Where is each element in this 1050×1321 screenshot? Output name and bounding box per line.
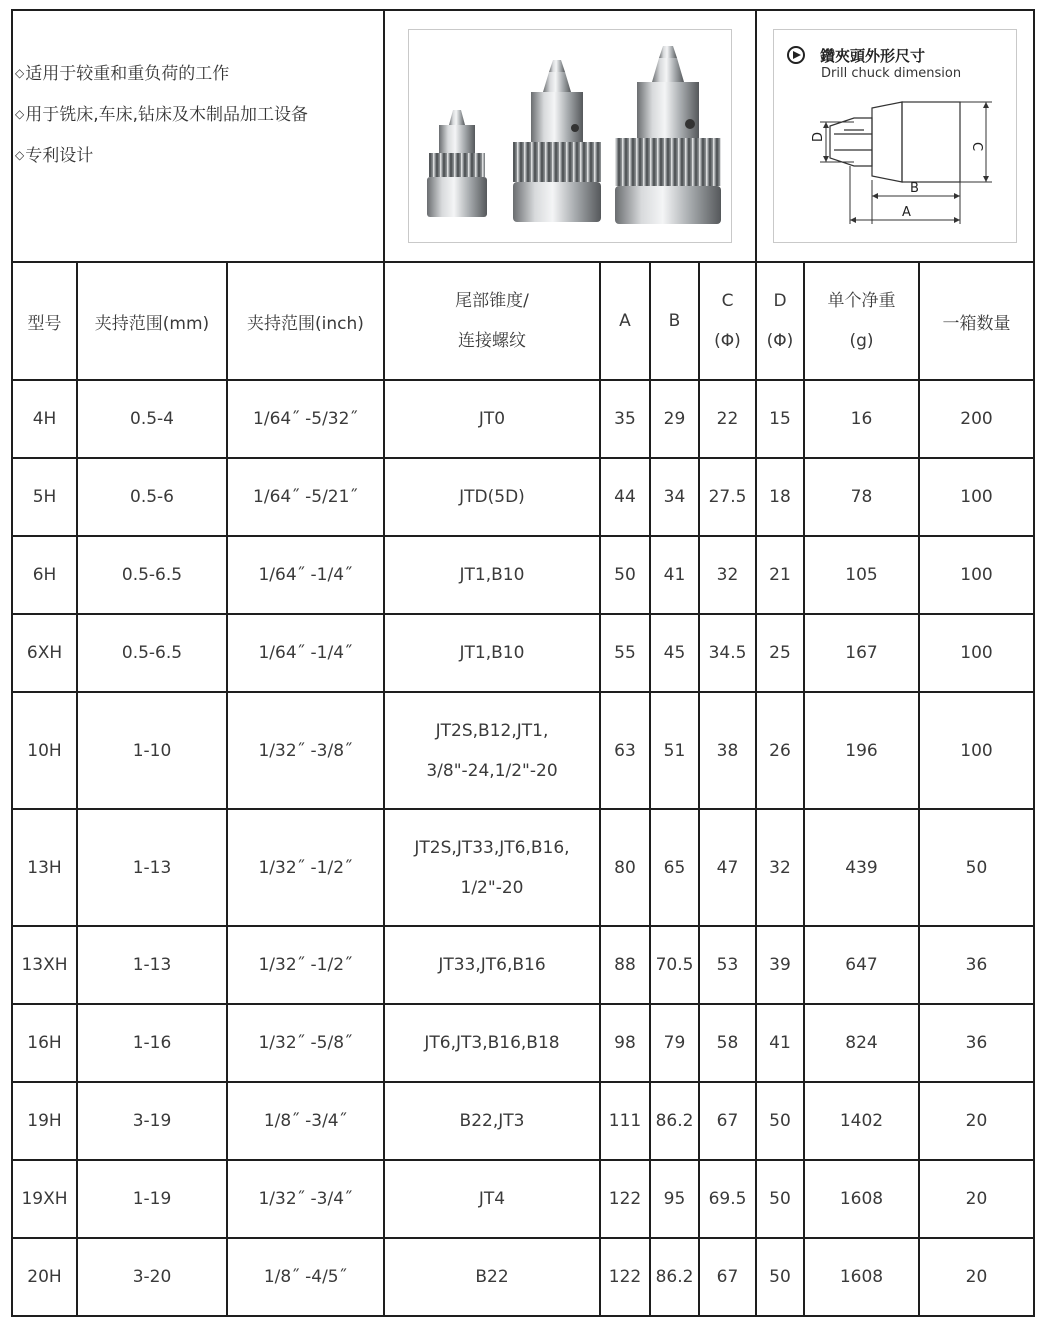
header-c-line2: (Φ)	[714, 331, 741, 351]
table-row	[12, 926, 1034, 1004]
cell-b: 45	[650, 614, 699, 692]
header-c	[699, 262, 756, 380]
taper-line: JTD(5D)	[459, 487, 525, 507]
cell-mm: 0.5-6.5	[77, 614, 227, 692]
cell-d: 25	[756, 614, 804, 692]
cell-mm: 1-13	[77, 809, 227, 926]
spec-table	[11, 9, 1035, 1317]
header-taper	[384, 262, 600, 380]
cell-weight: 78	[804, 458, 919, 536]
cell-weight: 1608	[804, 1160, 919, 1238]
feature-list	[13, 11, 383, 176]
feature-text: 专利设计	[25, 146, 94, 166]
cell-b: 79	[650, 1004, 699, 1082]
features-cell	[12, 10, 384, 262]
cell-d: 32	[756, 809, 804, 926]
taper-line: JT2S,B12,JT1,	[435, 720, 549, 741]
header-weight	[804, 262, 919, 380]
label-a: A	[902, 205, 911, 220]
header-range-inch: 夹持范围(inch)	[227, 262, 384, 380]
cell-a: 44	[600, 458, 650, 536]
cell-inch: 1/64˝ -1/4˝	[227, 614, 384, 692]
cell-taper	[384, 926, 600, 1004]
cell-weight: 439	[804, 809, 919, 926]
taper-line: B22,JT3	[459, 1111, 525, 1131]
cell-model: 6H	[12, 536, 77, 614]
cell-a: 35	[600, 380, 650, 458]
cell-c: 34.5	[699, 614, 756, 692]
feature-text: 用于铣床,车床,钻床及木制品加工设备	[25, 105, 309, 125]
header-taper-line1: 尾部锥度/	[455, 291, 529, 311]
cell-qty: 50	[919, 809, 1034, 926]
header-d	[756, 262, 804, 380]
cell-b: 86.2	[650, 1082, 699, 1160]
table-row	[12, 692, 1034, 809]
cell-model: 20H	[12, 1238, 77, 1316]
label-b: B	[910, 181, 919, 196]
cell-qty: 20	[919, 1160, 1034, 1238]
cell-c: 58	[699, 1004, 756, 1082]
cell-taper	[384, 1160, 600, 1238]
taper-line: JT1,B10	[459, 643, 525, 663]
table-row	[12, 614, 1034, 692]
cell-taper	[384, 380, 600, 458]
cell-inch: 1/64˝ -1/4˝	[227, 536, 384, 614]
cell-model: 19XH	[12, 1160, 77, 1238]
cell-taper	[384, 458, 600, 536]
feature-item	[15, 53, 383, 94]
header-box-qty: 一箱数量	[919, 262, 1034, 380]
diamond-bullet-icon: ◇	[15, 66, 25, 80]
cell-inch: 1/32˝ -3/4˝	[227, 1160, 384, 1238]
taper-line: 3/8"-24,1/2"-20	[426, 760, 558, 781]
cell-qty: 100	[919, 458, 1034, 536]
header-weight-line2: (g)	[849, 331, 874, 351]
diagram-title-cn: 鑽夾頭外形尺寸	[820, 47, 926, 65]
cell-a: 55	[600, 614, 650, 692]
table-row	[12, 380, 1034, 458]
diamond-bullet-icon: ◇	[15, 107, 25, 121]
cell-d: 41	[756, 1004, 804, 1082]
large-chuck-icon	[615, 46, 721, 224]
cell-mm: 1-16	[77, 1004, 227, 1082]
cell-d: 50	[756, 1082, 804, 1160]
cell-mm: 1-10	[77, 692, 227, 809]
cell-b: 34	[650, 458, 699, 536]
cell-weight: 1402	[804, 1082, 919, 1160]
cell-b: 70.5	[650, 926, 699, 1004]
cell-mm: 1-13	[77, 926, 227, 1004]
cell-c: 67	[699, 1238, 756, 1316]
cell-d: 15	[756, 380, 804, 458]
taper-line: JT1,B10	[459, 565, 525, 585]
cell-weight: 824	[804, 1004, 919, 1082]
cell-qty: 100	[919, 614, 1034, 692]
table-row	[12, 1160, 1034, 1238]
taper-line: JT2S,JT33,JT6,B16,	[414, 837, 570, 858]
cell-model: 13H	[12, 809, 77, 926]
cell-model: 6XH	[12, 614, 77, 692]
cell-inch: 1/64˝ -5/21˝	[227, 458, 384, 536]
feature-item	[15, 94, 383, 135]
label-c: C	[969, 142, 984, 152]
taper-line: JT4	[478, 1189, 506, 1209]
cell-inch: 1/32˝ -5/8˝	[227, 1004, 384, 1082]
cell-inch: 1/32˝ -3/8˝	[227, 692, 384, 809]
cell-c: 32	[699, 536, 756, 614]
header-weight-line1: 单个净重	[827, 291, 896, 311]
header-b: B	[650, 262, 699, 380]
cell-mm: 3-20	[77, 1238, 227, 1316]
product-photo-cell	[384, 10, 756, 262]
taper-line: 1/2"-20	[460, 877, 524, 898]
drill-chuck-photo	[408, 29, 732, 243]
cell-weight: 196	[804, 692, 919, 809]
feature-item	[15, 135, 383, 176]
cell-b: 29	[650, 380, 699, 458]
label-d: D	[811, 131, 826, 142]
cell-taper	[384, 614, 600, 692]
cell-b: 86.2	[650, 1238, 699, 1316]
cell-qty: 100	[919, 536, 1034, 614]
cell-inch: 1/8˝ -3/4˝	[227, 1082, 384, 1160]
cell-inch: 1/64˝ -5/32˝	[227, 380, 384, 458]
taper-line: B22	[475, 1267, 509, 1287]
cell-a: 88	[600, 926, 650, 1004]
cell-weight: 167	[804, 614, 919, 692]
cell-d: 18	[756, 458, 804, 536]
cell-taper	[384, 1238, 600, 1316]
cell-qty: 100	[919, 692, 1034, 809]
cell-c: 53	[699, 926, 756, 1004]
medium-chuck-icon	[513, 60, 601, 222]
header-model: 型号	[12, 262, 77, 380]
cell-c: 27.5	[699, 458, 756, 536]
cell-qty: 20	[919, 1238, 1034, 1316]
cell-model: 19H	[12, 1082, 77, 1160]
cell-mm: 1-19	[77, 1160, 227, 1238]
table-row	[12, 1082, 1034, 1160]
cell-a: 98	[600, 1004, 650, 1082]
header-row	[12, 262, 1034, 380]
header-d-line2: (Φ)	[766, 331, 794, 351]
cell-b: 51	[650, 692, 699, 809]
header-taper-line2: 连接螺纹	[458, 331, 526, 351]
table-row	[12, 1238, 1034, 1316]
dimension-diagram	[773, 29, 1017, 243]
cell-qty: 36	[919, 926, 1034, 1004]
cell-c: 22	[699, 380, 756, 458]
cell-model: 10H	[12, 692, 77, 809]
top-row	[12, 10, 1034, 262]
cell-taper	[384, 692, 600, 809]
cell-taper	[384, 536, 600, 614]
cell-mm: 0.5-6	[77, 458, 227, 536]
cell-c: 47	[699, 809, 756, 926]
drill-chucks-image	[409, 30, 731, 242]
table-row	[12, 1004, 1034, 1082]
cell-inch: 1/32˝ -1/2˝	[227, 926, 384, 1004]
cell-a: 80	[600, 809, 650, 926]
cell-b: 41	[650, 536, 699, 614]
diamond-bullet-icon: ◇	[15, 148, 25, 162]
cell-d: 50	[756, 1238, 804, 1316]
drill-chuck-dimension-drawing	[774, 30, 1016, 242]
diagram-title-en: Drill chuck dimension	[821, 66, 962, 81]
taper-line: JT33,JT6,B16	[438, 955, 546, 975]
header-c-line1: C	[721, 291, 734, 311]
cell-d: 21	[756, 536, 804, 614]
cell-inch: 1/8˝ -4/5˝	[227, 1238, 384, 1316]
cell-d: 26	[756, 692, 804, 809]
cell-mm: 3-19	[77, 1082, 227, 1160]
cell-qty: 20	[919, 1082, 1034, 1160]
cell-a: 122	[600, 1238, 650, 1316]
feature-text: 适用于较重和重负荷的工作	[25, 64, 230, 84]
cell-c: 38	[699, 692, 756, 809]
table-row	[12, 809, 1034, 926]
cell-model: 4H	[12, 380, 77, 458]
cell-c: 69.5	[699, 1160, 756, 1238]
taper-line: JT6,JT3,B16,B18	[424, 1033, 560, 1053]
small-chuck-icon	[427, 110, 487, 217]
cell-weight: 647	[804, 926, 919, 1004]
cell-inch: 1/32˝ -1/2˝	[227, 809, 384, 926]
cell-a: 111	[600, 1082, 650, 1160]
table-row	[12, 458, 1034, 536]
header-range-mm: 夹持范围(mm)	[77, 262, 227, 380]
cell-qty: 200	[919, 380, 1034, 458]
cell-mm: 0.5-4	[77, 380, 227, 458]
cell-weight: 1608	[804, 1238, 919, 1316]
cell-weight: 105	[804, 536, 919, 614]
cell-d: 50	[756, 1160, 804, 1238]
cell-taper	[384, 809, 600, 926]
cell-qty: 36	[919, 1004, 1034, 1082]
taper-line: JT0	[478, 409, 506, 429]
cell-model: 5H	[12, 458, 77, 536]
cell-taper	[384, 1082, 600, 1160]
table-row	[12, 536, 1034, 614]
cell-taper	[384, 1004, 600, 1082]
cell-weight: 16	[804, 380, 919, 458]
dimension-diagram-cell	[756, 10, 1034, 262]
cell-a: 50	[600, 536, 650, 614]
cell-model: 16H	[12, 1004, 77, 1082]
cell-b: 95	[650, 1160, 699, 1238]
cell-mm: 0.5-6.5	[77, 536, 227, 614]
cell-model: 13XH	[12, 926, 77, 1004]
cell-c: 67	[699, 1082, 756, 1160]
cell-b: 65	[650, 809, 699, 926]
cell-a: 122	[600, 1160, 650, 1238]
header-d-line1: D	[773, 291, 787, 311]
header-a: A	[600, 262, 650, 380]
cell-a: 63	[600, 692, 650, 809]
cell-d: 39	[756, 926, 804, 1004]
